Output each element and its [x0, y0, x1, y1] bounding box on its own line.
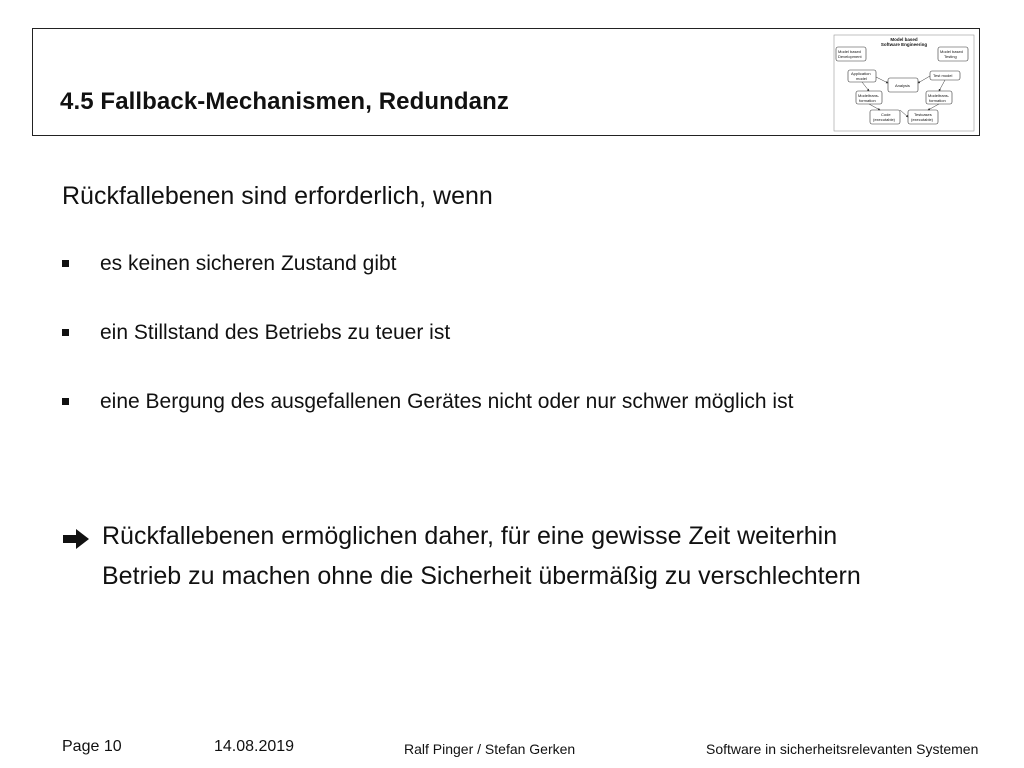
- square-bullet-icon: [62, 398, 69, 405]
- right-arrow-icon: [62, 528, 90, 557]
- box-mt-left-label-1: Modeltrans-: [858, 93, 880, 98]
- footer-course-title: Software in sicherheitsrelevanten Systemen: [706, 741, 979, 757]
- box-code-label-1: Code: [881, 112, 891, 117]
- box-mt-right-label-2: formation: [929, 98, 946, 103]
- box-code-label-2: (executable): [873, 117, 896, 122]
- box-test-model-label: Test model: [933, 73, 953, 78]
- box-testcases-label-1: Testcases: [914, 112, 932, 117]
- box-mbd-label-2: Development: [838, 54, 862, 59]
- bullet-text: ein Stillstand des Betriebs zu teuer ist: [100, 321, 451, 344]
- box-mbt-label-2: Testing: [944, 54, 957, 59]
- box-mbt-label-1: Model based: [940, 49, 963, 54]
- square-bullet-icon: [62, 260, 69, 267]
- box-analysis-label: Analysis: [895, 83, 910, 88]
- box-application-model-label-1: Application: [851, 71, 871, 76]
- box-testcases-label-2: (executable): [911, 117, 934, 122]
- slide-title: 4.5 Fallback-Mechanismen, Redundanz: [60, 88, 509, 115]
- conclusion-line-2: Betrieb zu machen ohne die Sicherheit übermäßig zu verschlechtern: [102, 562, 861, 590]
- box-application-model-label-2: model: [856, 76, 867, 81]
- diagram-heading: Model based: [890, 37, 918, 42]
- footer-date: 14.08.2019: [214, 738, 295, 755]
- footer-page-number: Page 10: [62, 738, 122, 755]
- lead-text: Rückfallebenen sind erforderlich, wenn: [62, 182, 493, 210]
- bullet-text: eine Bergung des ausgefallenen Gerätes nicht oder nur schwer möglich ist: [100, 390, 794, 413]
- box-mt-left-label-2: formation: [859, 98, 876, 103]
- diagram-heading-2: Software Engineering: [880, 42, 928, 47]
- square-bullet-icon: [62, 329, 69, 336]
- footer-authors: Ralf Pinger / Stefan Gerken: [404, 741, 576, 757]
- mbse-diagram: [832, 33, 976, 133]
- bullet-text: es keinen sicheren Zustand gibt: [100, 252, 397, 275]
- box-mbd-label-1: Model based: [838, 49, 861, 54]
- box-mt-right-label-1: Modeltrans-: [928, 93, 950, 98]
- conclusion-line-1: Rückfallebenen ermöglichen daher, für eine gewisse Zeit weiterhin: [102, 522, 838, 550]
